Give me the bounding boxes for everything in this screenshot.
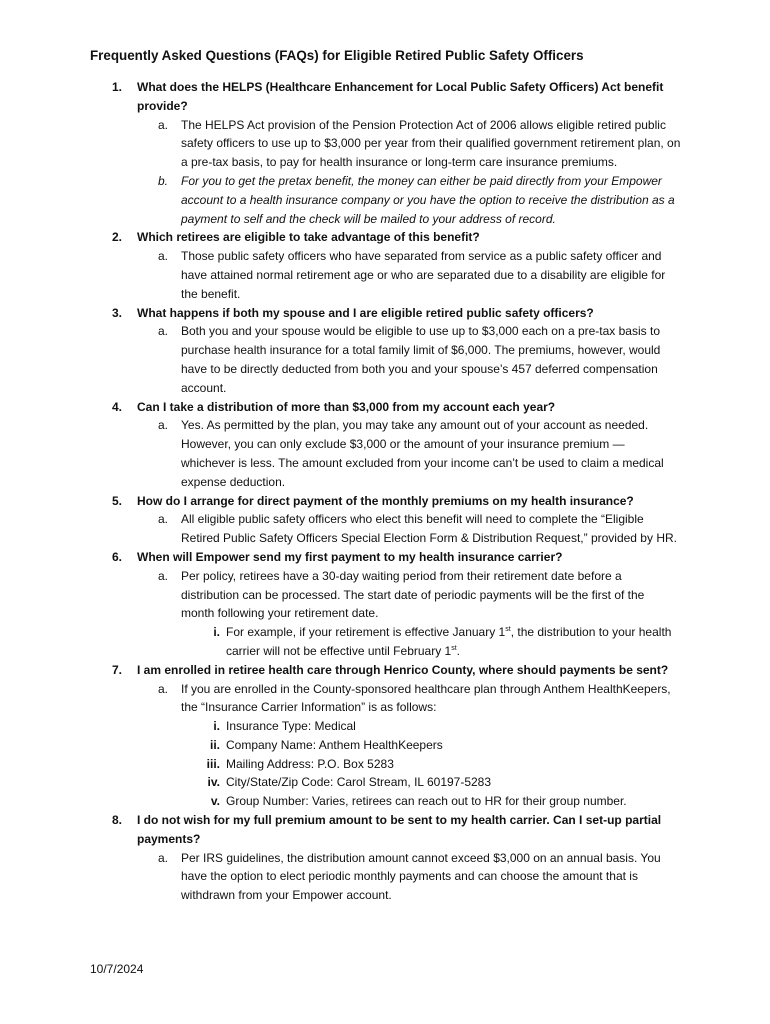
carrier-info-item xyxy=(0,736,770,755)
question-text: Which retirees are eligible to take advantage of this benefit? xyxy=(137,230,480,245)
carrier-info-item xyxy=(0,773,770,792)
faq-answer-7a xyxy=(0,680,770,718)
answer-text: Per policy, retirees have a 30-day waiting period from their retirement date before a distribution can be processed. The start date of periodic payments will be the first of the month following your retirement date. xyxy=(181,568,645,621)
answer-text: For you to get the pretax benefit, the money can either be paid directly from your Empower account to a health insurance company or you have the option to receive the distribution as a payment to self and the check will be mailed to your address of record. xyxy=(181,173,675,226)
question-text: I am enrolled in retiree health care through Henrico County, where should payments be sent? xyxy=(137,662,669,677)
ordinal-suffix: st xyxy=(505,626,511,634)
sub-item-number: v. xyxy=(210,794,220,809)
sub-item-text-part: , the distribution to your health carrier will not be effective until February 1 xyxy=(226,625,672,658)
faq-answer-4a xyxy=(0,416,770,491)
sub-item-text: Mailing Address: P.O. Box 5283 xyxy=(226,756,394,771)
answer-text: Per IRS guidelines, the distribution amount cannot exceed $3,000 on an annual basis. You have the option to elect periodic monthly payments and can choose the amount that is withdrawn from your Empower account. xyxy=(181,850,661,903)
page-title: Frequently Asked Questions (FAQs) for Eligible Retired Public Safety Officers xyxy=(90,48,584,63)
carrier-info-item xyxy=(0,717,770,736)
faq-question-2 xyxy=(0,228,770,247)
answer-letter: a. xyxy=(158,681,169,696)
question-number: 8. xyxy=(112,813,123,828)
faq-question-5 xyxy=(0,492,770,511)
answer-text: Both you and your spouse would be eligible to use up to $3,000 each on a pre-tax basis to purchase health insurance for a total family limit of $6,000. The premiums, however, would have to be directly deducted from both you and your spouse’s 457 deferred compensation account. xyxy=(181,324,661,395)
answer-letter: a. xyxy=(158,418,169,433)
faq-answer-1b xyxy=(0,172,770,228)
faq-list xyxy=(0,78,770,905)
question-number: 4. xyxy=(112,399,123,414)
sub-item-text-part: For example, if your retirement is effective January 1 xyxy=(226,625,506,640)
ordinal-suffix: st xyxy=(451,644,457,652)
sub-item-text: Company Name: Anthem HealthKeepers xyxy=(226,737,443,752)
sub-item-number: i. xyxy=(213,625,220,640)
faq-answer-2a xyxy=(0,247,770,303)
faq-answer-5a xyxy=(0,510,770,548)
footer-date: 10/7/2024 xyxy=(90,962,144,976)
answer-text: All eligible public safety officers who elect this benefit will need to complete the “Eligible Retired Public Safety Officers Special Election Form & Distribution Request,” provided by HR. xyxy=(181,512,677,546)
question-text: I do not wish for my full premium amount to be sent to my health carrier. Can I set-up partial payments? xyxy=(137,813,662,846)
question-number: 7. xyxy=(112,662,123,677)
carrier-info-item xyxy=(0,755,770,774)
answer-text: If you are enrolled in the County-sponsored healthcare plan through Anthem HealthKeepers, the “Insurance Carrier Information” is as follows: xyxy=(181,681,671,715)
sub-item-number: iii. xyxy=(206,756,220,771)
sub-item-text-part: . xyxy=(456,643,461,658)
faq-answer-3a xyxy=(0,322,770,397)
question-number: 1. xyxy=(112,80,123,94)
answer-letter: a. xyxy=(158,568,169,583)
answer-text: Yes. As permitted by the plan, you may take any amount out of your account as needed. However, you can only exclude $3,000 or the amount of your insurance premium — whichever is less. The amount excluded from your income can’t be used to claim a medical expense deduction. xyxy=(181,418,664,489)
faq-question-8 xyxy=(0,811,770,849)
faq-answer-8a xyxy=(0,849,770,905)
question-text: How do I arrange for direct payment of the monthly premiums on my health insurance? xyxy=(137,493,634,508)
answer-text: The HELPS Act provision of the Pension Protection Act of 2006 allows eligible retired public safety officers to use up to $3,000 per year from their qualified government retirement plan, on a pre-tax basis, to pay for health insurance or long-term care insurance premiums. xyxy=(181,117,681,170)
answer-letter: b. xyxy=(158,173,169,188)
faq-question-3 xyxy=(0,304,770,323)
answer-letter: a. xyxy=(158,324,169,339)
question-number: 3. xyxy=(112,305,123,320)
sub-item-number: i. xyxy=(213,719,220,734)
question-text: Can I take a distribution of more than $3,000 from my account each year? xyxy=(137,399,556,414)
faq-question-1 xyxy=(0,78,770,116)
question-number: 2. xyxy=(112,230,123,245)
question-number: 6. xyxy=(112,549,123,564)
sub-item-number: ii. xyxy=(209,737,220,752)
sub-item-text xyxy=(226,623,686,661)
question-text: What does the HELPS (Healthcare Enhancement for Local Public Safety Officers) Act benefit provide? xyxy=(137,80,664,113)
question-number: 5. xyxy=(112,493,123,508)
faq-question-7 xyxy=(0,661,770,680)
sub-item-text: Insurance Type: Medical xyxy=(226,719,356,734)
faq-answer-1a xyxy=(0,116,770,172)
question-text: When will Empower send my first payment to my health insurance carrier? xyxy=(137,549,563,564)
carrier-info-item xyxy=(0,792,770,811)
answer-letter: a. xyxy=(158,850,169,865)
answer-letter: a. xyxy=(158,249,169,264)
faq-question-4 xyxy=(0,398,770,417)
sub-item-text: Group Number: Varies, retirees can reach out to HR for their group number. xyxy=(226,794,627,809)
answer-letter: a. xyxy=(158,512,169,527)
faq-answer-6a xyxy=(0,567,770,623)
answer-letter: a. xyxy=(158,117,169,132)
faq-answer-6a-i xyxy=(0,623,770,661)
faq-question-6 xyxy=(0,548,770,567)
sub-item-number: iv. xyxy=(207,775,220,790)
sub-item-text: City/State/Zip Code: Carol Stream, IL 60197-5283 xyxy=(226,775,492,790)
question-text: What happens if both my spouse and I are eligible retired public safety officers? xyxy=(137,305,594,320)
answer-text: Those public safety officers who have separated from service as a public safety officer and have attained normal retirement age or who are separated due to a disability are eligible for the benefit. xyxy=(181,249,666,301)
